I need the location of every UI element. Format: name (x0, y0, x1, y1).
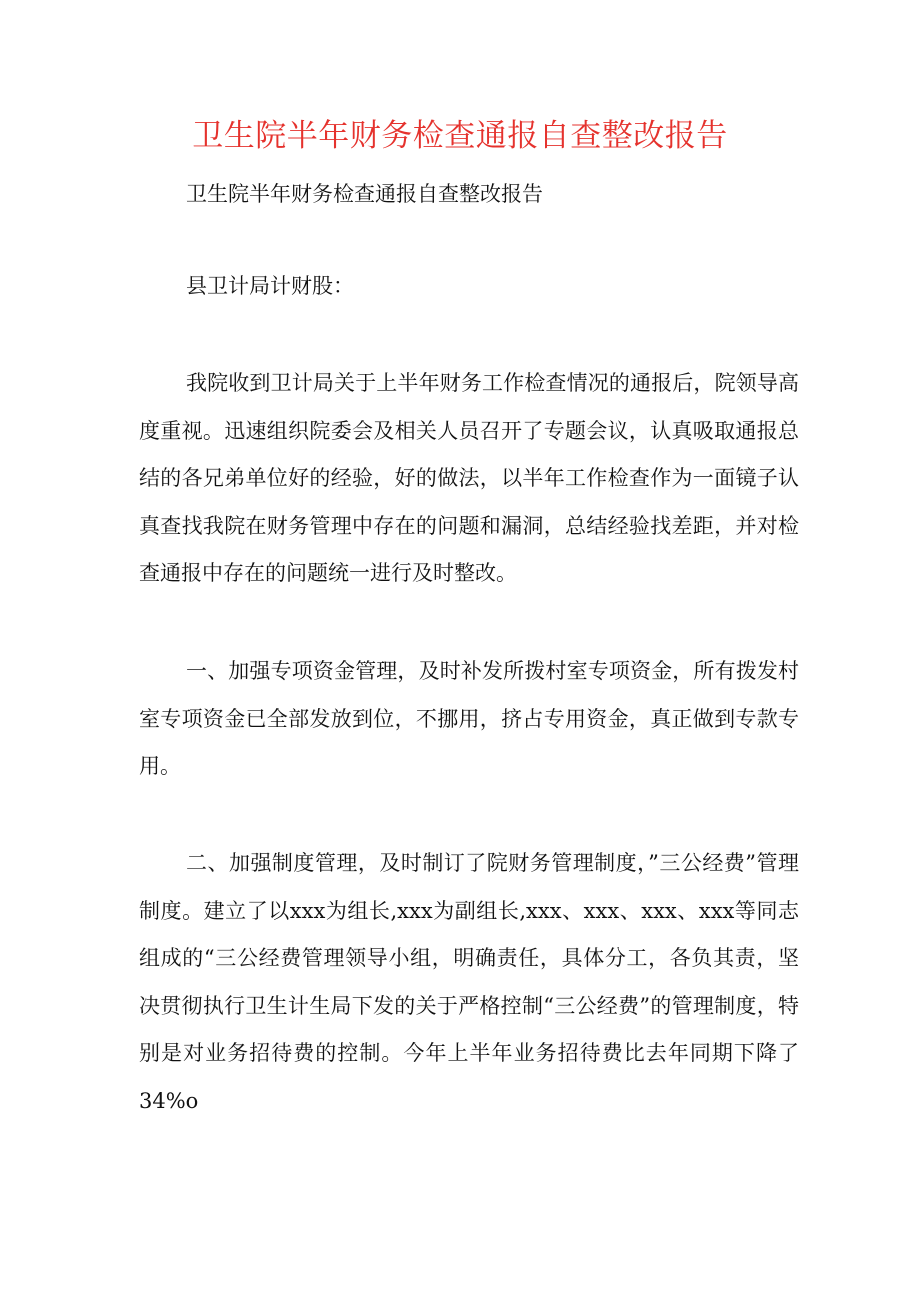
document-title: 卫生院半年财务检查通报自查整改报告 (192, 118, 728, 154)
document-subtitle: 卫生院半年财务检查通报自查整改报告 (186, 182, 543, 206)
paragraph-item-2: 二、加强制度管理，及时制订了院财务管理制度，”三公经费”管理制度。建立了以xxx为组长,xxx为副组长,xxx、xxx、xxx、xxx等同志组成的“三公经费管理领导小组，明确责任，具体分工，各负其责，坚决贯彻执行卫生计生局下发的关于严格控制“三公经费”的管理制度，特别是对业务招待费的控制。今年上半年业务招待费比去年同期下降了34%o (139, 851, 799, 1113)
salutation: 县卫计局计财股： (186, 274, 354, 298)
paragraph-item-1: 一、加强专项资金管理，及时补发所拨村室专项资金，所有拨发村室专项资金已全部发放到位，不挪用，挤占专用资金，真正做到专款专用。 (139, 659, 799, 778)
paragraph-intro: 我院收到卫计局关于上半年财务工作检查情况的通报后，院领导高度重视。迅速组织院委会及相关人员召开了专题会议，认真吸取通报总结的各兄弟单位好的经验，好的做法，以半年工作检查作为一面镜子认真查找我院在财务管理中存在的问题和漏洞，总结经验找差距，并对检查通报中存在的问题统一进行及时整改。 (139, 371, 799, 585)
